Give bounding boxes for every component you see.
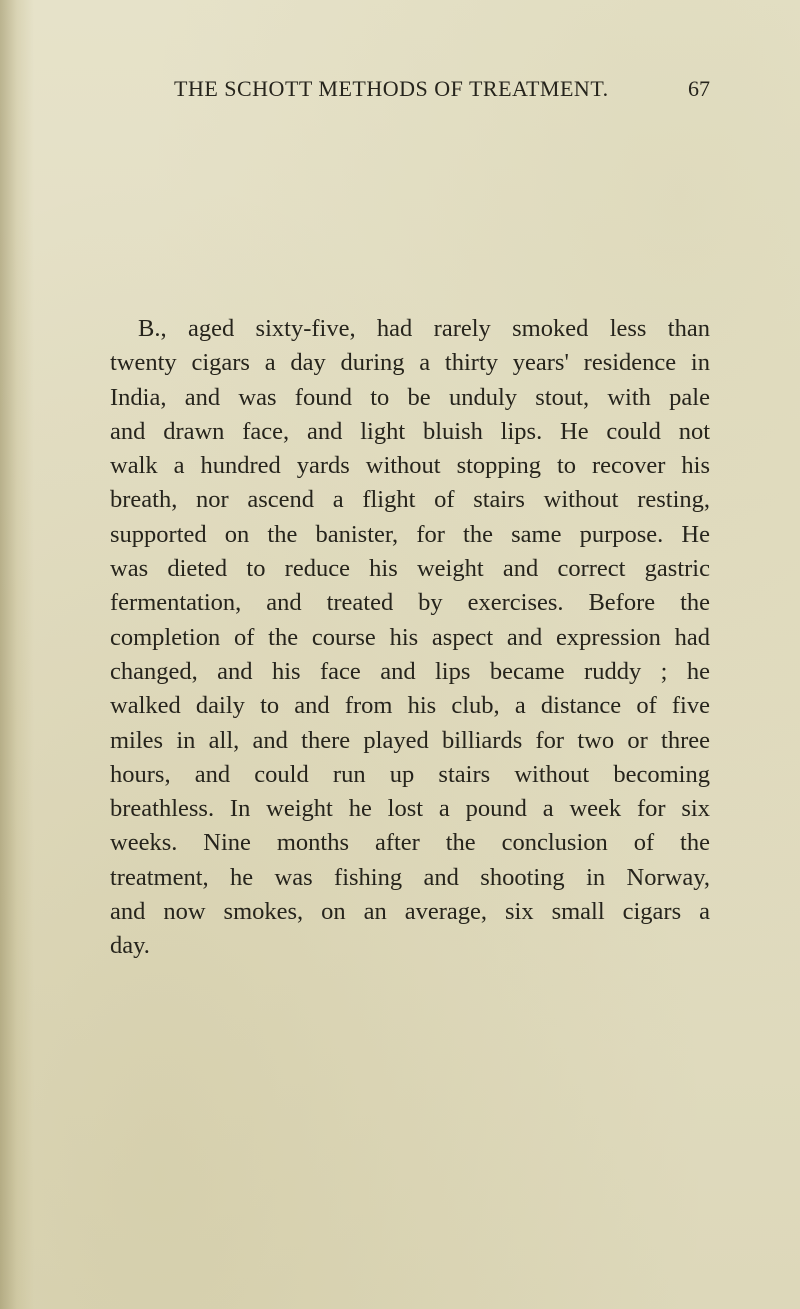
- running-head: [110, 76, 710, 106]
- paragraph-line: was dieted to reduce his weight and correct gastric: [110, 555, 710, 583]
- paragraph-line: walk a hundred yards without stopping to recover his: [110, 452, 710, 480]
- paragraph-line: supported on the banister, for the same purpose. He: [110, 520, 710, 548]
- paragraph-line: India, and was found to be unduly stout, with pale: [110, 383, 710, 411]
- paragraph-line: fermentation, and treated by exercises. Before the: [110, 589, 710, 617]
- paragraph-line: breathless. In weight he lost a pound a week for six: [110, 795, 710, 823]
- page-number: 67: [688, 76, 710, 101]
- paragraph-line: hours, and could run up stairs without becoming: [110, 760, 710, 788]
- paragraph-line: treatment, he was fishing and shooting in Norway,: [110, 863, 710, 891]
- paragraph-line: walked daily to and from his club, a distance of five: [110, 692, 710, 720]
- paragraph-line: completion of the course his aspect and expression had: [110, 623, 710, 651]
- paragraph-line: day.: [110, 932, 150, 960]
- body-paragraph: [110, 312, 710, 964]
- paragraph-line: twenty cigars a day during a thirty years' residence in: [110, 349, 710, 377]
- paragraph-line: weeks. Nine months after the conclusion of the: [110, 829, 710, 857]
- paragraph-line: breath, nor ascend a flight of stairs without resting,: [110, 486, 710, 514]
- running-head-title: THE SCHOTT METHODS OF TREATMENT.: [174, 76, 609, 101]
- paragraph-line: B., aged sixty-five, had rarely smoked less than: [138, 315, 710, 342]
- paragraph-line: and drawn face, and light bluish lips. He could not: [110, 417, 710, 445]
- paragraph-line: changed, and his face and lips became ruddy ; he: [110, 657, 710, 685]
- paragraph-line: and now smokes, on an average, six small cigars a: [110, 898, 710, 926]
- paragraph-line: miles in all, and there played billiards for two or three: [110, 726, 710, 754]
- binding-shadow: [0, 0, 34, 1309]
